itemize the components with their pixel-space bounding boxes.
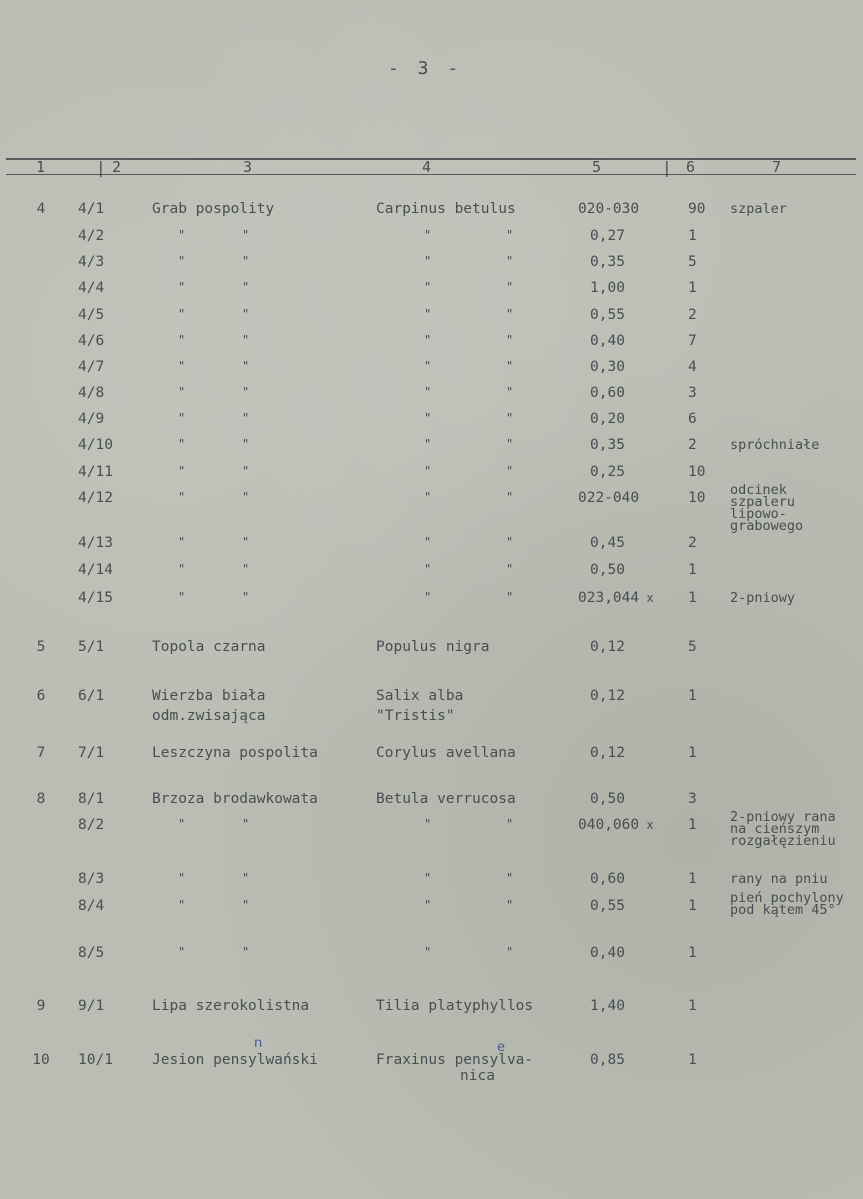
- ditto-mark: ": [178, 228, 186, 242]
- cell-diameter: 0,60: [590, 871, 625, 887]
- cell-remarks: spróchniałe: [730, 437, 820, 453]
- cell-tree-number: 10/1: [78, 1052, 113, 1068]
- cell-remarks: szpaler: [730, 201, 787, 217]
- cell-group-number: 8: [36, 791, 46, 807]
- ditto-mark: ": [424, 385, 432, 399]
- cell-diameter: 020-030: [578, 201, 640, 217]
- cell-species-polish-line2: odm.zwisająca: [152, 708, 266, 724]
- ditto-mark: ": [424, 411, 432, 425]
- ditto-mark: ": [178, 359, 186, 373]
- ditto-mark: ": [178, 254, 186, 268]
- header-divider: |: [662, 158, 672, 177]
- cell-quantity: 3: [688, 385, 697, 401]
- cell-quantity: 1: [688, 871, 697, 887]
- header-divider: |: [96, 158, 106, 177]
- ditto-mark: ": [242, 333, 250, 347]
- cell-quantity: 1: [688, 745, 697, 761]
- cell-remarks: 2-pniowy rana na cieńszym rozgałęzieniu: [730, 809, 836, 849]
- cell-quantity: 2: [688, 307, 697, 323]
- cell-quantity: 1: [688, 998, 697, 1014]
- cell-quantity: 1: [688, 688, 697, 704]
- cell-quantity: 2: [688, 437, 697, 453]
- cell-diameter: 0,40: [590, 945, 625, 961]
- cell-tree-number: 4/12: [78, 490, 113, 506]
- ditto-mark: ": [242, 490, 250, 504]
- cell-quantity: 1: [688, 817, 697, 833]
- ditto-mark: ": [424, 464, 432, 478]
- cell-quantity: 4: [688, 359, 697, 375]
- ditto-mark: ": [506, 228, 514, 242]
- cell-species-latin: Fraxinus pensylva-: [376, 1052, 534, 1068]
- ditto-mark: ": [242, 590, 250, 604]
- cell-diameter: 0,25: [590, 464, 625, 480]
- cell-diameter: 1,40: [590, 998, 625, 1014]
- ditto-mark: ": [242, 254, 250, 268]
- cell-diameter: 0,35: [590, 254, 625, 270]
- ditto-mark: ": [242, 535, 250, 549]
- ditto-mark: ": [178, 280, 186, 294]
- handwritten-correction-e: e: [497, 1040, 505, 1055]
- cell-quantity: 7: [688, 333, 697, 349]
- page-number: - 3 -: [388, 58, 463, 79]
- cell-species-polish: Lipa szerokolistna: [152, 998, 310, 1014]
- cell-tree-number: 4/1: [78, 201, 105, 217]
- cell-diameter: 0,50: [590, 791, 625, 807]
- column-header-7: 7: [772, 158, 782, 176]
- cell-tree-number: 8/1: [78, 791, 105, 807]
- ditto-mark: ": [506, 817, 514, 831]
- cell-quantity: 1: [688, 280, 697, 296]
- cell-group-number: 7: [36, 745, 46, 761]
- cell-diameter: 022-040: [578, 490, 640, 506]
- ditto-mark: ": [424, 817, 432, 831]
- ditto-mark: ": [242, 228, 250, 242]
- cell-diameter: 0,85: [590, 1052, 625, 1068]
- ditto-mark: ": [424, 437, 432, 451]
- ditto-mark: ": [506, 898, 514, 912]
- ditto-mark: ": [424, 490, 432, 504]
- ditto-mark: ": [424, 535, 432, 549]
- ditto-mark: ": [424, 945, 432, 959]
- ditto-mark: ": [178, 307, 186, 321]
- cell-diameter: 0,35: [590, 437, 625, 453]
- cell-quantity: 6: [688, 411, 697, 427]
- ditto-mark: ": [506, 359, 514, 373]
- ditto-mark: ": [506, 464, 514, 478]
- ditto-mark: ": [242, 817, 250, 831]
- ditto-mark: ": [242, 562, 250, 576]
- cell-remarks: pień pochylony pod kątem 45°: [730, 890, 844, 918]
- cell-quantity: 5: [688, 254, 697, 270]
- cell-quantity: 1: [688, 898, 697, 914]
- x-mark: x: [639, 818, 654, 832]
- cell-species-latin: Populus nigra: [376, 639, 490, 655]
- ditto-mark: ": [506, 411, 514, 425]
- ditto-mark: ": [178, 945, 186, 959]
- cell-species-latin: Corylus avellana: [376, 745, 516, 761]
- ditto-mark: ": [506, 307, 514, 321]
- cell-tree-number: 4/14: [78, 562, 113, 578]
- ditto-mark: ": [424, 898, 432, 912]
- ditto-mark: ": [424, 228, 432, 242]
- cell-group-number: 9: [36, 998, 46, 1014]
- ditto-mark: ": [424, 254, 432, 268]
- cell-species-polish: Grab pospolity: [152, 201, 275, 217]
- ditto-mark: ": [424, 307, 432, 321]
- cell-quantity: 90: [688, 201, 706, 217]
- cell-tree-number: 4/2: [78, 228, 105, 244]
- ditto-mark: ": [178, 385, 186, 399]
- ditto-mark: ": [178, 437, 186, 451]
- ditto-mark: ": [178, 590, 186, 604]
- cell-tree-number: 8/3: [78, 871, 105, 887]
- cell-tree-number: 4/11: [78, 464, 113, 480]
- cell-quantity: 2: [688, 535, 697, 551]
- ditto-mark: ": [506, 590, 514, 604]
- cell-diameter: 0,55: [590, 898, 625, 914]
- column-header-5: 5: [592, 158, 602, 176]
- cell-tree-number: 9/1: [78, 998, 105, 1014]
- cell-diameter: 0,12: [590, 688, 625, 704]
- ditto-mark: ": [178, 817, 186, 831]
- ditto-mark: ": [178, 411, 186, 425]
- column-header-4: 4: [422, 158, 432, 176]
- cell-diameter: 0,45: [590, 535, 625, 551]
- ditto-mark: ": [506, 437, 514, 451]
- cell-diameter: 023,044 x: [578, 590, 654, 606]
- ditto-mark: ": [506, 871, 514, 885]
- column-header-2: 2: [112, 158, 122, 176]
- cell-tree-number: 8/5: [78, 945, 105, 961]
- cell-tree-number: 4/15: [78, 590, 113, 606]
- ditto-mark: ": [242, 280, 250, 294]
- ditto-mark: ": [424, 333, 432, 347]
- cell-tree-number: 8/4: [78, 898, 105, 914]
- cell-tree-number: 6/1: [78, 688, 105, 704]
- cell-quantity: 1: [688, 1052, 697, 1068]
- cell-tree-number: 4/9: [78, 411, 105, 427]
- cell-quantity: 1: [688, 228, 697, 244]
- cell-tree-number: 4/13: [78, 535, 113, 551]
- ditto-mark: ": [178, 898, 186, 912]
- ditto-mark: ": [424, 871, 432, 885]
- cell-diameter: 0,55: [590, 307, 625, 323]
- ditto-mark: ": [424, 280, 432, 294]
- cell-quantity: 1: [688, 590, 697, 606]
- column-header-1: 1: [36, 158, 46, 176]
- cell-group-number: 6: [36, 688, 46, 704]
- ditto-mark: ": [506, 562, 514, 576]
- ditto-mark: ": [424, 590, 432, 604]
- ditto-mark: ": [506, 385, 514, 399]
- cell-diameter: 0,27: [590, 228, 625, 244]
- ditto-mark: ": [242, 437, 250, 451]
- cell-tree-number: 4/6: [78, 333, 105, 349]
- ditto-mark: ": [178, 562, 186, 576]
- cell-group-number: 5: [36, 639, 46, 655]
- cell-tree-number: 4/3: [78, 254, 105, 270]
- cell-tree-number: 4/8: [78, 385, 105, 401]
- ditto-mark: ": [242, 307, 250, 321]
- ditto-mark: ": [178, 333, 186, 347]
- cell-species-latin: Tilia platyphyllos: [376, 998, 534, 1014]
- ditto-mark: ": [506, 490, 514, 504]
- x-mark: x: [639, 591, 654, 605]
- ditto-mark: ": [242, 871, 250, 885]
- cell-diameter: 0,30: [590, 359, 625, 375]
- cell-species-latin: Salix alba: [376, 688, 464, 704]
- ditto-mark: ": [242, 464, 250, 478]
- cell-group-number: 4: [36, 201, 46, 217]
- cell-remarks: 2-pniowy: [730, 590, 796, 606]
- ditto-mark: ": [506, 945, 514, 959]
- cell-tree-number: 5/1: [78, 639, 105, 655]
- cell-species-polish: Leszczyna pospolita: [152, 745, 318, 761]
- handwritten-correction-n: n: [254, 1036, 263, 1051]
- cell-diameter: 0,40: [590, 333, 625, 349]
- cell-diameter: 0,20: [590, 411, 625, 427]
- cell-tree-number: 4/5: [78, 307, 105, 323]
- cell-diameter: 1,00: [590, 280, 625, 296]
- ditto-mark: ": [178, 490, 186, 504]
- cell-tree-number: 4/10: [78, 437, 113, 453]
- ditto-mark: ": [178, 535, 186, 549]
- cell-quantity: 5: [688, 639, 697, 655]
- cell-diameter: 0,60: [590, 385, 625, 401]
- ditto-mark: ": [506, 333, 514, 347]
- cell-remarks: rany na pniu: [730, 871, 828, 887]
- ditto-mark: ": [506, 280, 514, 294]
- cell-species-polish: Topola czarna: [152, 639, 266, 655]
- cell-species-polish: Jesion pensylwański: [152, 1052, 318, 1068]
- cell-tree-number: 8/2: [78, 817, 105, 833]
- cell-quantity: 10: [688, 490, 706, 506]
- cell-species-latin: Carpinus betulus: [376, 201, 516, 217]
- ditto-mark: ": [242, 385, 250, 399]
- cell-tree-number: 4/4: [78, 280, 105, 296]
- cell-diameter: 0,50: [590, 562, 625, 578]
- cell-species-polish: Brzoza brodawkowata: [152, 791, 318, 807]
- cell-remarks: odcinek szpaleru lipowo-grabowego: [730, 482, 804, 534]
- cell-group-number: 10: [32, 1052, 50, 1068]
- cell-tree-number: 4/7: [78, 359, 105, 375]
- ditto-mark: ": [506, 254, 514, 268]
- cell-diameter: 0,12: [590, 745, 625, 761]
- ditto-mark: ": [242, 411, 250, 425]
- cell-species-latin-line2: nica: [460, 1068, 495, 1084]
- cell-quantity: 3: [688, 791, 697, 807]
- cell-quantity: 1: [688, 562, 697, 578]
- ditto-mark: ": [424, 562, 432, 576]
- cell-quantity: 10: [688, 464, 706, 480]
- cell-quantity: 1: [688, 945, 697, 961]
- ditto-mark: ": [178, 871, 186, 885]
- ditto-mark: ": [242, 945, 250, 959]
- cell-species-polish: Wierzba biała: [152, 688, 266, 704]
- cell-species-latin-line2: "Tristis": [376, 708, 455, 724]
- ditto-mark: ": [242, 359, 250, 373]
- column-header-3: 3: [243, 158, 253, 176]
- column-header-6: 6: [686, 158, 696, 176]
- ditto-mark: ": [242, 898, 250, 912]
- cell-diameter: 040,060 x: [578, 817, 654, 833]
- ditto-mark: ": [178, 464, 186, 478]
- cell-species-latin: Betula verrucosa: [376, 791, 516, 807]
- cell-diameter: 0,12: [590, 639, 625, 655]
- ditto-mark: ": [506, 535, 514, 549]
- ditto-mark: ": [424, 359, 432, 373]
- cell-tree-number: 7/1: [78, 745, 105, 761]
